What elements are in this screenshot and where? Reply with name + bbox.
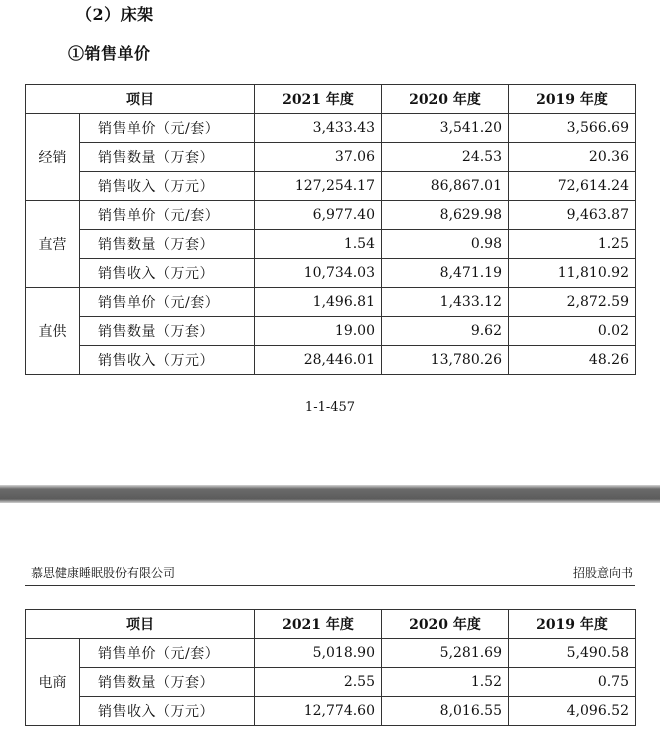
value-cell: 5,018.90: [255, 639, 382, 668]
value-cell: 13,780.26: [382, 346, 509, 375]
header-year-2019: 2019 年度: [509, 610, 636, 639]
value-cell: 28,446.01: [255, 346, 382, 375]
value-cell: 4,096.52: [509, 697, 636, 726]
table-row: [26, 172, 636, 201]
metric-label: 销售收入（万元）: [80, 172, 255, 201]
metric-label: 销售单价（元/套）: [80, 288, 255, 317]
section-heading: （2）床架: [76, 5, 154, 24]
metric-label: 销售单价（元/套）: [80, 201, 255, 230]
metric-label: 销售单价（元/套）: [80, 639, 255, 668]
header-year-2021: 2021 年度: [255, 610, 382, 639]
value-cell: 9.62: [382, 317, 509, 346]
value-cell: 8,016.55: [382, 697, 509, 726]
value-cell: 11,810.92: [509, 259, 636, 288]
sales-table-bottom: [25, 609, 636, 726]
value-cell: 127,254.17: [255, 172, 382, 201]
value-cell: 5,490.58: [509, 639, 636, 668]
value-cell: 1,496.81: [255, 288, 382, 317]
value-cell: 6,977.40: [255, 201, 382, 230]
value-cell: 3,433.43: [255, 114, 382, 143]
value-cell: 2,872.59: [509, 288, 636, 317]
header-year-2020: 2020 年度: [382, 85, 509, 114]
header-item: 项目: [26, 85, 255, 114]
value-cell: 24.53: [382, 143, 509, 172]
table-row: [26, 259, 636, 288]
metric-label: 销售收入（万元）: [80, 259, 255, 288]
value-cell: 1.52: [382, 668, 509, 697]
metric-label: 销售收入（万元）: [80, 697, 255, 726]
value-cell: 9,463.87: [509, 201, 636, 230]
table-header-row: [26, 85, 636, 114]
group-label: 经销: [26, 114, 80, 201]
table-row: [26, 114, 636, 143]
value-cell: 48.26: [509, 346, 636, 375]
table-row: [26, 288, 636, 317]
metric-label: 销售收入（万元）: [80, 346, 255, 375]
table-row: [26, 697, 636, 726]
metric-label: 销售数量（万套）: [80, 230, 255, 259]
value-cell: 19.00: [255, 317, 382, 346]
header-year-2021: 2021 年度: [255, 85, 382, 114]
value-cell: 37.06: [255, 143, 382, 172]
value-cell: 20.36: [509, 143, 636, 172]
value-cell: 0.75: [509, 668, 636, 697]
value-cell: 1,433.12: [382, 288, 509, 317]
document-page-bottom: [0, 503, 660, 735]
table-row: [26, 639, 636, 668]
document-type: 招股意向书: [572, 566, 633, 580]
group-label: 电商: [26, 639, 80, 726]
value-cell: 86,867.01: [382, 172, 509, 201]
running-header: [25, 563, 635, 586]
value-cell: 0.02: [509, 317, 636, 346]
value-cell: 1.54: [255, 230, 382, 259]
value-cell: 12,774.60: [255, 697, 382, 726]
page-separator: [0, 485, 660, 503]
table-row: [26, 230, 636, 259]
page-number: 1-1-457: [304, 400, 356, 415]
metric-label: 销售数量（万套）: [80, 317, 255, 346]
value-cell: 3,566.69: [509, 114, 636, 143]
group-label: 直营: [26, 201, 80, 288]
value-cell: 3,541.20: [382, 114, 509, 143]
group-label: 直供: [26, 288, 80, 375]
table-row: [26, 143, 636, 172]
table-row: [26, 317, 636, 346]
header-year-2020: 2020 年度: [382, 610, 509, 639]
metric-label: 销售数量（万套）: [80, 668, 255, 697]
value-cell: 10,734.03: [255, 259, 382, 288]
metric-label: 销售单价（元/套）: [80, 114, 255, 143]
value-cell: 5,281.69: [382, 639, 509, 668]
value-cell: 1.25: [509, 230, 636, 259]
header-item: 项目: [26, 610, 255, 639]
value-cell: 72,614.24: [509, 172, 636, 201]
table-row: [26, 668, 636, 697]
sales-table-top: [25, 84, 636, 375]
table-row: [26, 346, 636, 375]
value-cell: 0.98: [382, 230, 509, 259]
metric-label: 销售数量（万套）: [80, 143, 255, 172]
company-name: 慕思健康睡眠股份有限公司: [31, 566, 176, 580]
value-cell: 2.55: [255, 668, 382, 697]
table-row: [26, 201, 636, 230]
table-header-row: [26, 610, 636, 639]
value-cell: 8,629.98: [382, 201, 509, 230]
value-cell: 8,471.19: [382, 259, 509, 288]
header-year-2019: 2019 年度: [509, 85, 636, 114]
subsection-heading: ①销售单价: [68, 44, 151, 63]
